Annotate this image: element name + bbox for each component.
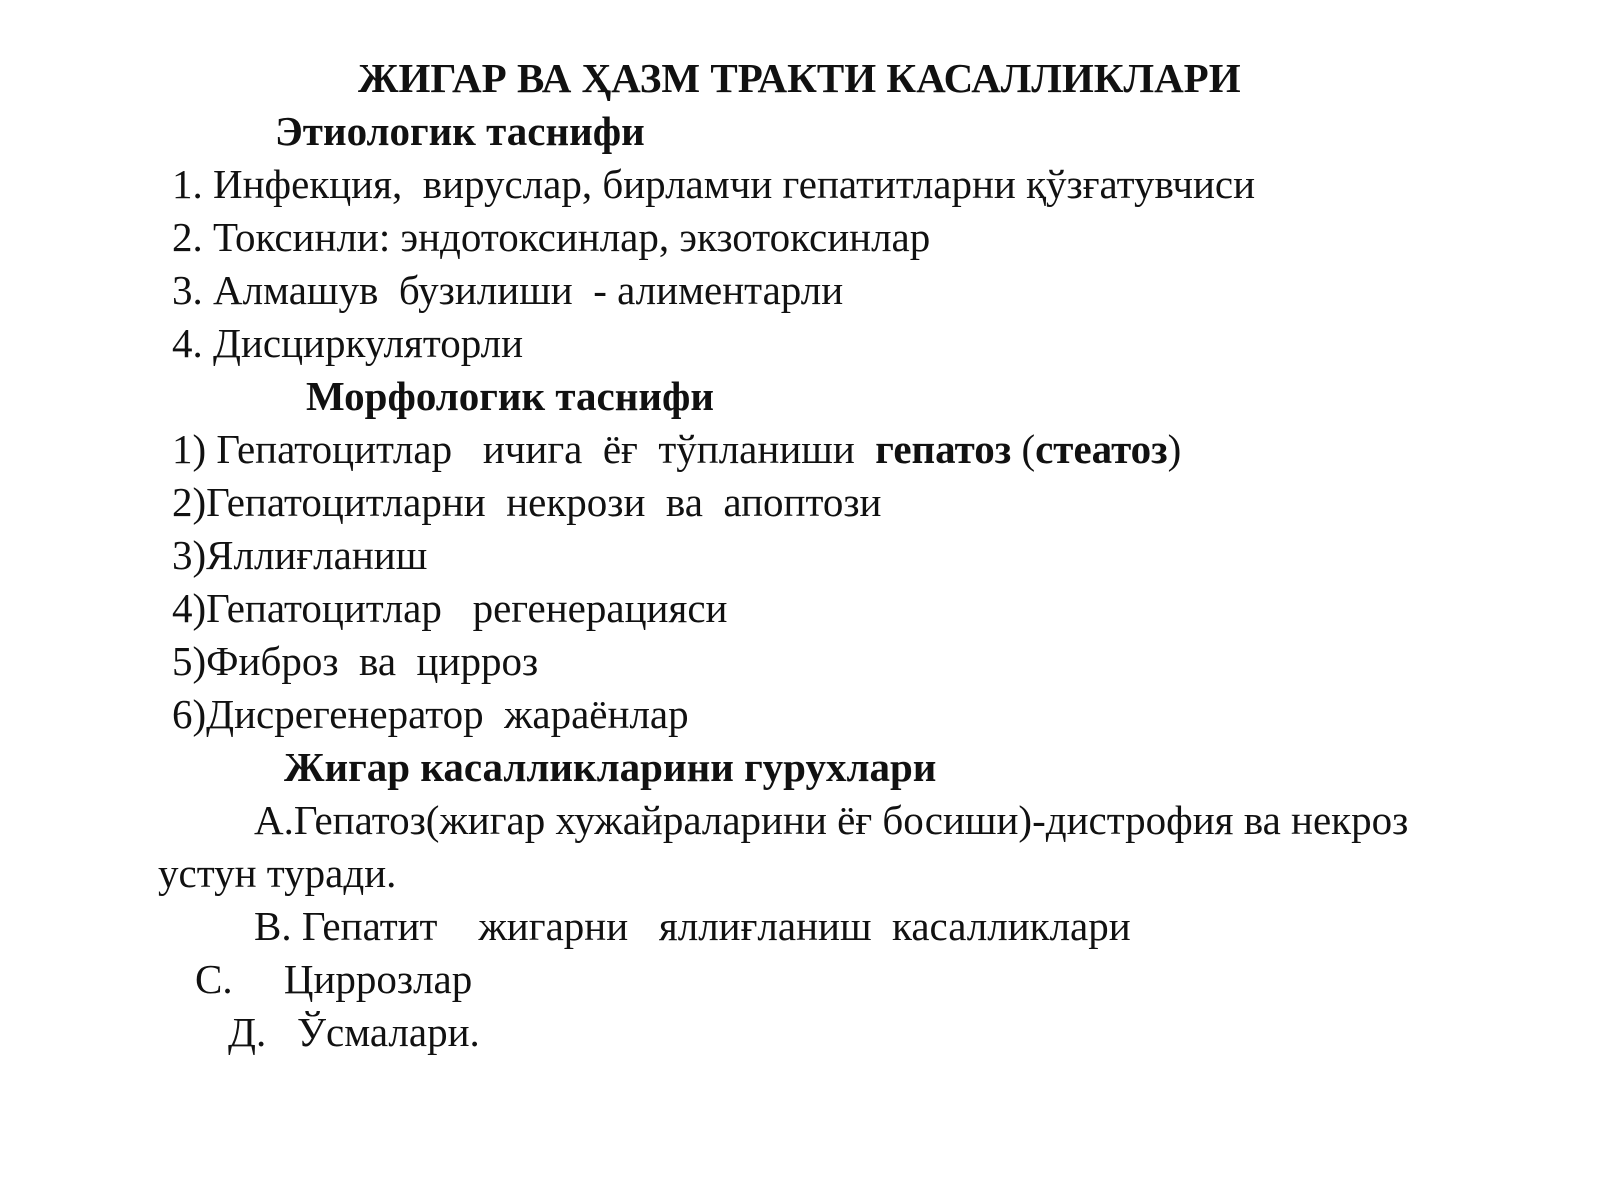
morphology-item-1-term: гепатоз [875, 426, 1012, 472]
morphology-item-6: 6)Дисрегенератор жараёнлар [172, 691, 689, 737]
morphology-item-4: 4)Гепатоцитлар регенерацияси [172, 585, 728, 631]
morphology-item-1 [172, 423, 1181, 475]
group-c: С. Циррозлар [195, 956, 473, 1002]
group-d: Д. Ўсмалари. [228, 1009, 480, 1055]
etiology-heading: Этиологик таснифи [275, 108, 645, 154]
morphology-item-5: 5)Фиброз ва цирроз [172, 638, 539, 684]
group-b: В. Гепатит жигарни яллиғланиш касалликлари [254, 903, 1131, 949]
etiology-item-3: 3. Алмашув бузилиши - алиментарли [172, 267, 844, 313]
group-a-line-2: устун туради. [158, 850, 397, 896]
morphology-item-1-text: 1) Гепатоцитлар ичига ёғ тўпланиши [172, 426, 876, 472]
etiology-item-2: 2. Токсинли: эндотоксинлар, экзотоксинлар [172, 214, 931, 260]
group-a-line-1: А.Гепатоз(жигар хужайраларини ёғ босиши)-дистрофия ва некроз [254, 797, 1409, 843]
etiology-item-1: 1. Инфекция, вируслар, бирламчи гепатитларни қўзғатувчиси [172, 161, 1256, 207]
document-title: ЖИГАР ВА ҲАЗМ ТРАКТИ КАСАЛЛИКЛАРИ [358, 55, 1241, 101]
etiology-item-4: 4. Дисциркуляторли [172, 320, 524, 366]
morphology-item-2: 2)Гепатоцитларни некрози ва апоптози [172, 479, 882, 525]
morphology-item-1-paren-close: ) [1167, 426, 1182, 472]
morphology-item-1-synonym: стеатоз [1035, 426, 1168, 472]
morphology-heading: Морфологик таснифи [306, 373, 714, 419]
groups-heading: Жигар касалликларини гурухлари [284, 744, 937, 790]
morphology-item-1-paren-open: ( [1011, 426, 1036, 472]
morphology-item-3: 3)Яллиғланиш [172, 532, 428, 578]
